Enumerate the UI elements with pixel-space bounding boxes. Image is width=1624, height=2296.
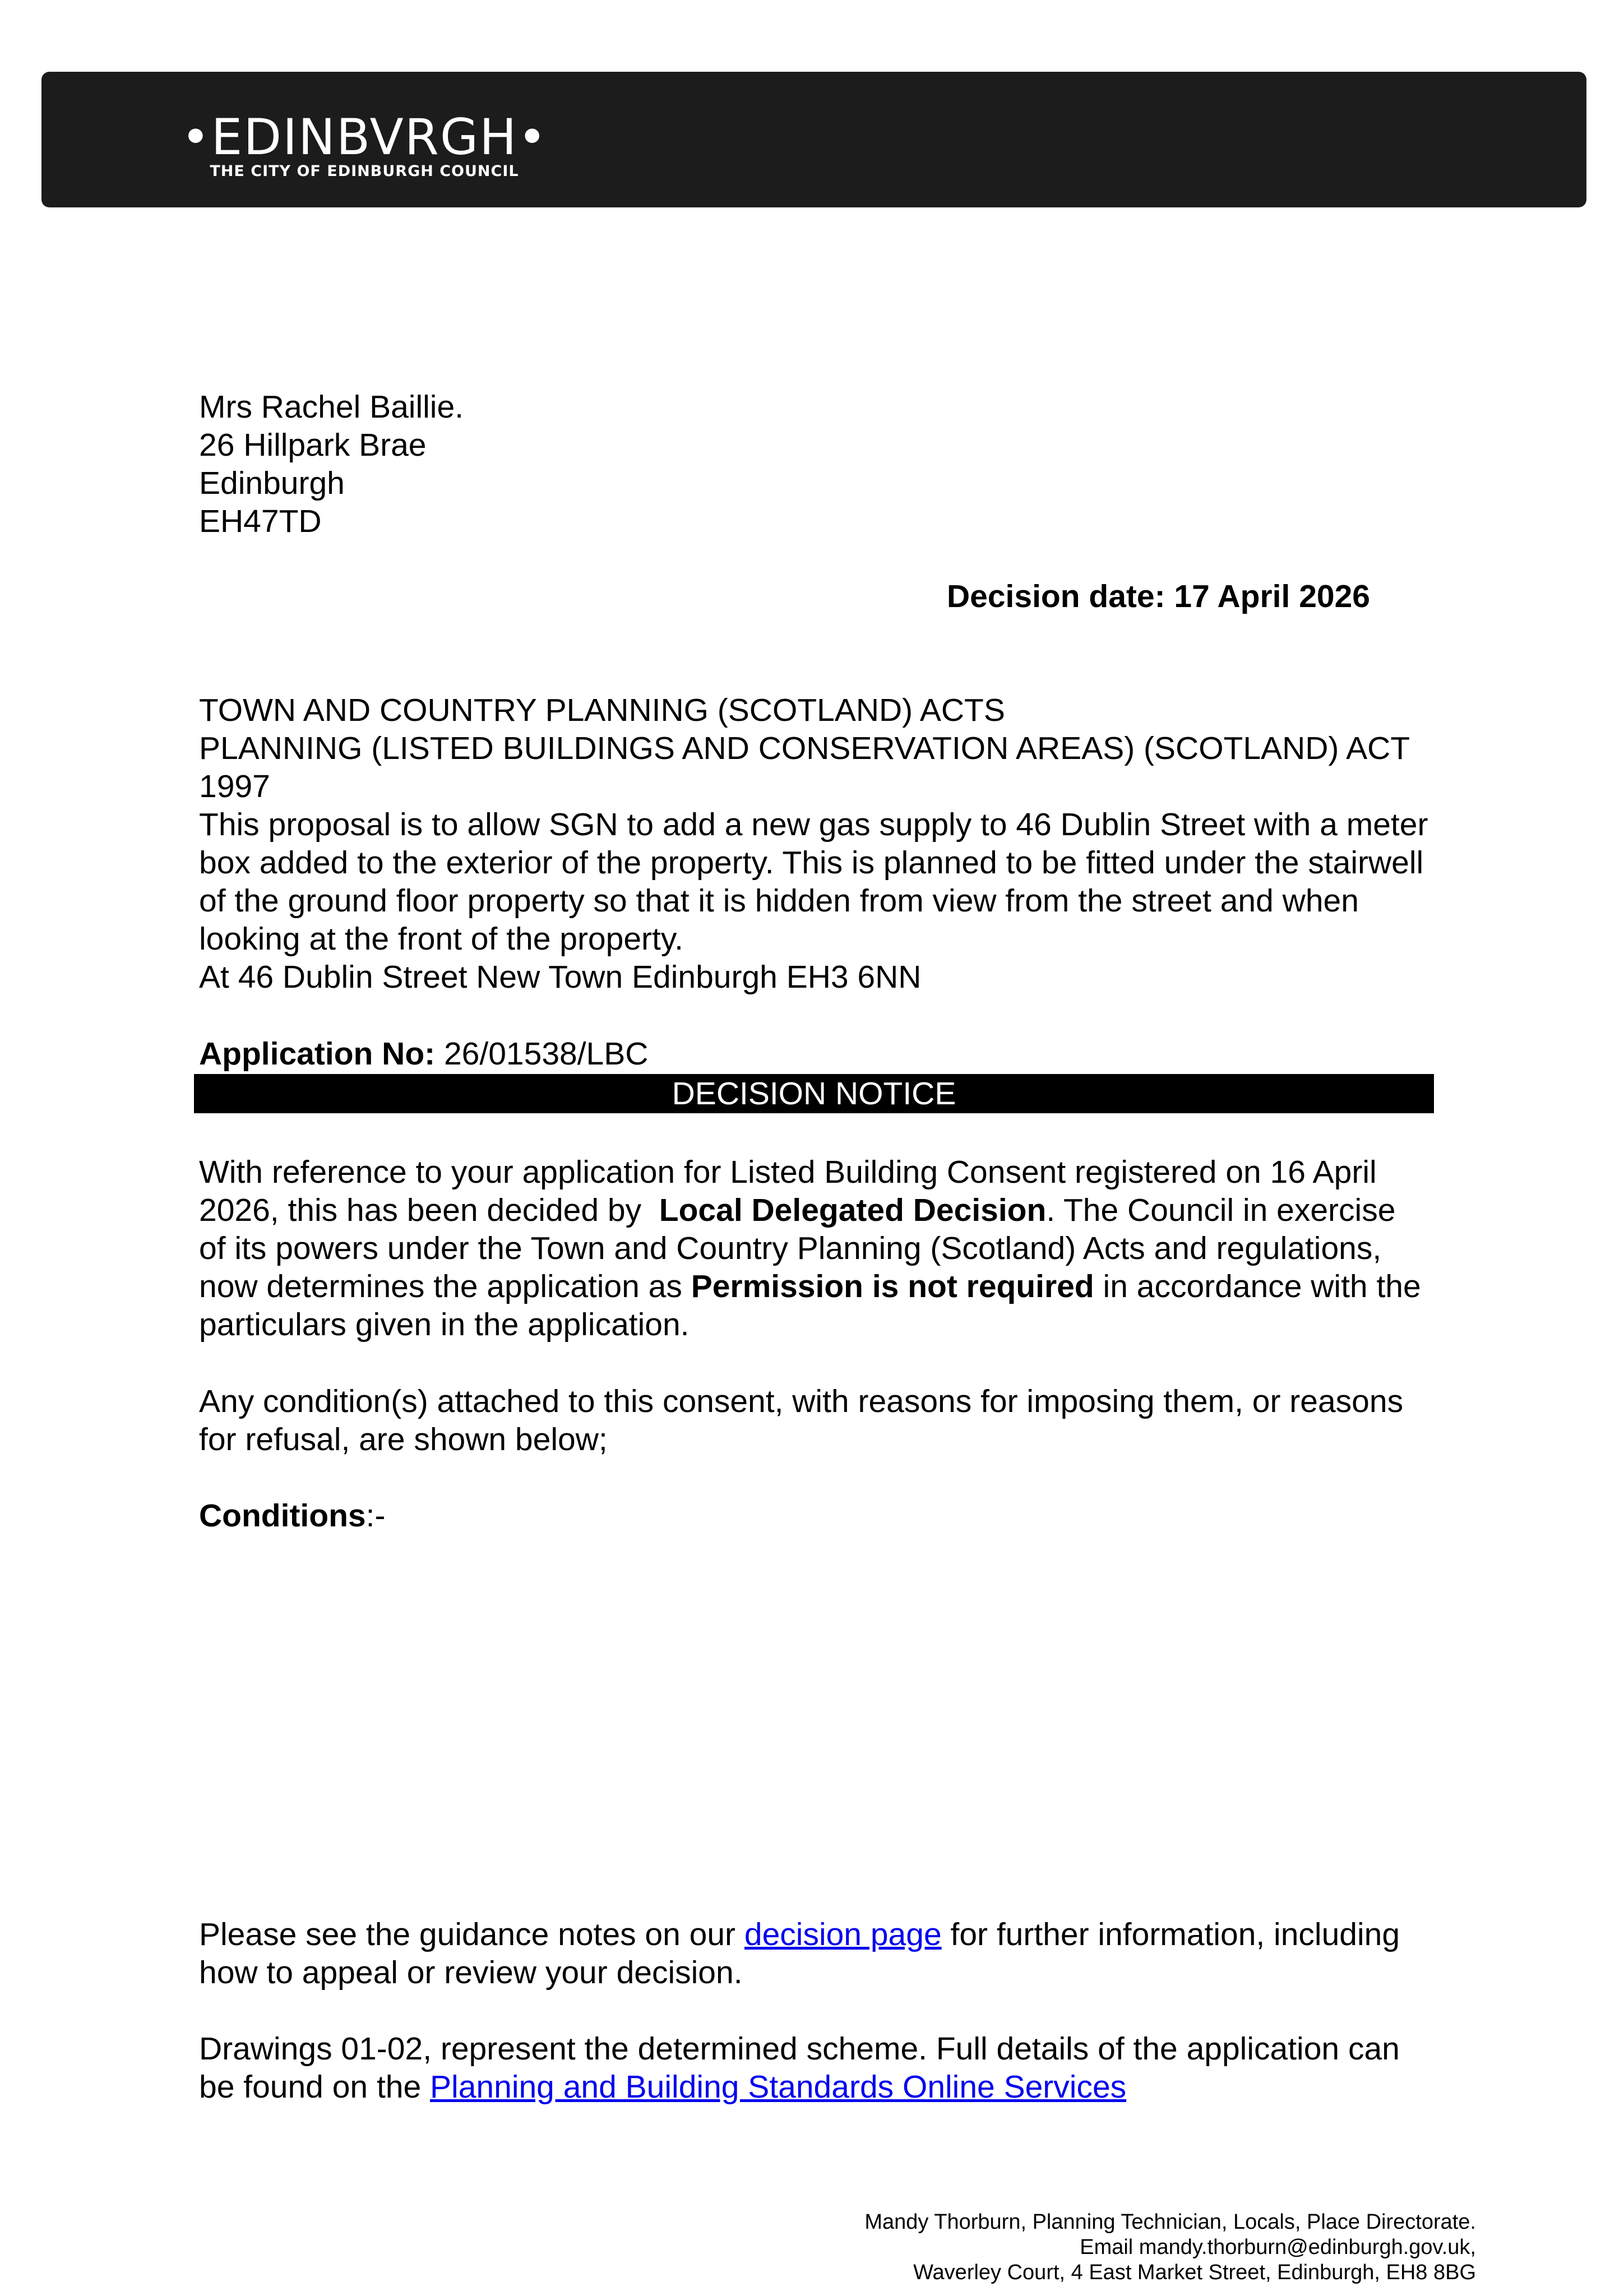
- logo-wordmark: •EDINBVRGH•: [181, 108, 548, 166]
- guidance-line-2: how to appeal or review your decision.: [199, 1955, 743, 1991]
- proposal-line-2: box added to the exterior of the property. This is planned to be fitted under the stairwell: [199, 845, 1424, 881]
- proposal-line-1: This proposal is to allow SGN to add a new gas supply to 46 Dublin Street with a meter: [199, 807, 1428, 843]
- application-number: [199, 1035, 648, 1073]
- recipient-address-line-2: Edinburgh: [199, 465, 345, 501]
- guidance-line-1-start: Please see the guidance notes on our: [199, 1917, 744, 1952]
- conditions-suffix: :-: [365, 1498, 386, 1534]
- guidance-line-1-end: for further information, including: [941, 1917, 1400, 1952]
- decision-paragraph-line-4: [199, 1267, 1421, 1306]
- footer-contact: [673, 2210, 1476, 2285]
- decision-page-link[interactable]: decision page: [744, 1917, 942, 1952]
- proposal-line-3: of the ground floor property so that it is hidden from view from the street and when: [199, 883, 1359, 919]
- recipient-address-line-1: 26 Hillpark Brae: [199, 427, 427, 463]
- decision-outcome: Permission is not required: [691, 1269, 1094, 1304]
- conditions-heading: [199, 1497, 385, 1535]
- drawings-line-1: Drawings 01-02, represent the determined scheme. Full details of the application can: [199, 2031, 1400, 2067]
- logo-subtitle: THE CITY OF EDINBURGH COUNCIL: [210, 163, 519, 180]
- recipient-name: Mrs Rachel Baillie.: [199, 389, 464, 425]
- online-services-link[interactable]: Planning and Building Standards Online Services: [430, 2069, 1127, 2105]
- guidance-line-1: [199, 1915, 1400, 1954]
- drawings-line-2: [199, 2068, 1126, 2106]
- acts-line-3: 1997: [199, 769, 270, 804]
- decision-line-4-start: now determines the application as: [199, 1269, 691, 1304]
- acts-line-2: PLANNING (LISTED BUILDINGS AND CONSERVATION AREAS) (SCOTLAND) ACT: [199, 730, 1410, 766]
- footer-officer: Mandy Thorburn, Planning Technician, Locals, Place Directorate.: [864, 2210, 1476, 2234]
- conditions-intro-line-1: Any condition(s) attached to this consent, with reasons for imposing them, or reasons: [199, 1383, 1404, 1419]
- recipient-postcode: EH47TD: [199, 503, 322, 539]
- footer-address: Waverley Court, 4 East Market Street, Edinburgh, EH8 8BG: [913, 2261, 1476, 2284]
- drawings-line-2-start: be found on the: [199, 2069, 431, 2105]
- edinburgh-council-logo: [163, 109, 566, 182]
- site-address: At 46 Dublin Street New Town Edinburgh EH3 6NN: [199, 959, 922, 995]
- acts-line-1: TOWN AND COUNTRY PLANNING (SCOTLAND) ACTS: [199, 692, 1005, 728]
- decision-date: Decision date: 17 April 2026: [946, 578, 1370, 614]
- conditions-intro-line-2: for refusal, are shown below;: [199, 1422, 608, 1457]
- application-number-label: Application No:: [199, 1036, 436, 1072]
- decision-line-2-end: . The Council in exercise: [1046, 1192, 1396, 1228]
- decision-type: Local Delegated Decision: [659, 1192, 1047, 1228]
- decision-line-2-start: 2026, this has been decided by: [199, 1192, 659, 1228]
- conditions-label: Conditions: [199, 1498, 366, 1534]
- decision-paragraph-line-5: particulars given in the application.: [199, 1307, 690, 1343]
- decision-notice-bar: DECISION NOTICE: [194, 1074, 1434, 1113]
- decision-paragraph-line-2: [199, 1191, 1395, 1229]
- footer-email: Email mandy.thorburn@edinburgh.gov.uk,: [1080, 2235, 1476, 2259]
- decision-paragraph-line-3: of its powers under the Town and Country Planning (Scotland) Acts and regulations,: [199, 1230, 1382, 1266]
- decision-line-4-end: in accordance with the: [1094, 1269, 1421, 1304]
- proposal-line-4: looking at the front of the property.: [199, 921, 683, 957]
- application-number-value: 26/01538/LBC: [435, 1036, 649, 1072]
- decision-paragraph-line-1: With reference to your application for Listed Building Consent registered on 16 April: [199, 1154, 1377, 1190]
